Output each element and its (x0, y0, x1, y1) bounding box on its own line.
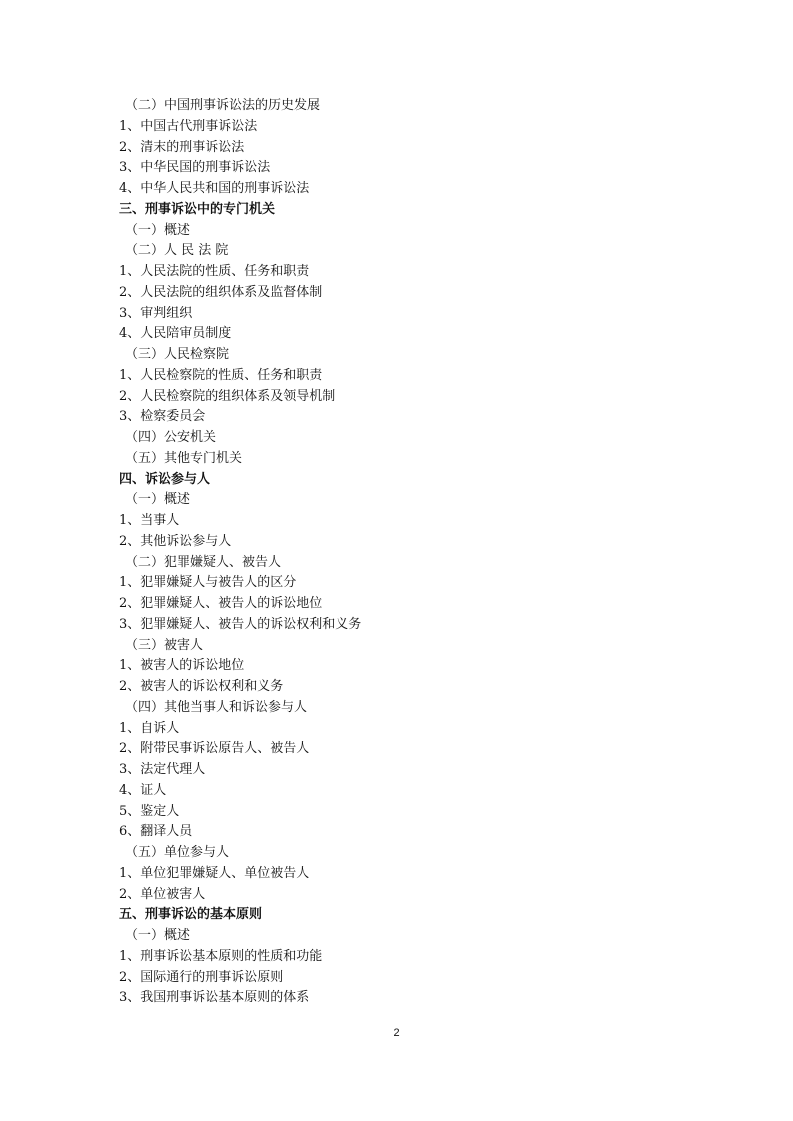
outline-item: 3、检察委员会 (119, 409, 206, 425)
section-heading: 四、诉讼参与人 (119, 471, 211, 487)
outline-item: 1、刑事诉讼基本原则的性质和功能 (119, 948, 323, 964)
outline-item: 2、附带民事诉讼原告人、被告人 (119, 741, 310, 757)
outline-item: 2、犯罪嫌疑人、被告人的诉讼地位 (119, 596, 323, 611)
outline-item: 2、单位被害人 (119, 886, 206, 902)
outline-item: 2、人民检察院的组织体系及领导机制 (119, 388, 336, 404)
subsection-title: （四）公安机关 (125, 430, 217, 445)
outline-item: 3、法定代理人 (119, 762, 206, 777)
outline-item: 1、犯罪嫌疑人与被告人的区分 (119, 575, 297, 591)
outline-item: 1、人民检察院的性质、任务和职责 (119, 367, 323, 383)
outline-list (119, 96, 719, 1009)
subsection-title: （五）其他专门机关 (125, 450, 243, 466)
subsection-title: （二）犯罪嫌疑人、被告人 (125, 554, 282, 570)
outline-item: 4、人民陪审员制度 (119, 326, 232, 342)
subsection-title: （一）概述 (125, 492, 191, 508)
outline-item: 3、我国刑事诉讼基本原则的体系 (119, 990, 310, 1006)
outline-item: 2、人民法院的组织体系及监督体制 (119, 284, 323, 300)
outline-item: 3、审判组织 (119, 305, 193, 321)
outline-item: 1、自诉人 (119, 720, 180, 736)
subsection-title: （一）概述 (125, 928, 191, 943)
subsection-title: （三）被害人 (125, 637, 204, 653)
outline-item: 1、人民法院的性质、任务和职责 (119, 264, 310, 279)
subsection-title: （五）单位参与人 (125, 845, 230, 860)
outline-item: 2、其他诉讼参与人 (119, 533, 232, 549)
outline-item: 1、单位犯罪嫌疑人、单位被告人 (119, 865, 310, 881)
subsection-title: （二）中国刑事诉讼法的历史发展 (125, 98, 321, 113)
section-heading: 三、刑事诉讼中的专门机关 (119, 201, 276, 217)
outline-item: 5、鉴定人 (119, 803, 180, 819)
outline-item: 4、中华人民共和国的刑事诉讼法 (119, 181, 310, 196)
outline-item: 1、中国古代刑事诉讼法 (119, 118, 258, 134)
section-heading: 五、刑事诉讼的基本原则 (119, 907, 263, 923)
subsection-title: （三）人民检察院 (125, 347, 230, 362)
outline-item: 1、被害人的诉讼地位 (119, 658, 245, 674)
outline-item: 3、中华民国的刑事诉讼法 (119, 160, 271, 176)
outline-item: 2、清末的刑事诉讼法 (119, 139, 245, 155)
subsection-title: （四）其他当事人和诉讼参与人 (125, 699, 308, 715)
page-number: 2 (393, 1027, 400, 1039)
outline-item: 2、被害人的诉讼权利和义务 (119, 679, 284, 694)
outline-item: 1、当事人 (119, 513, 180, 528)
outline-item: 4、证人 (119, 782, 167, 798)
outline-item: 3、犯罪嫌疑人、被告人的诉讼权利和义务 (119, 616, 362, 632)
outline-item: 2、国际通行的刑事诉讼原则 (119, 969, 284, 985)
subsection-title: （二）人 民 法 院 (125, 243, 229, 259)
subsection-title: （一）概述 (125, 222, 191, 238)
outline-item: 6、翻译人员 (119, 824, 193, 840)
